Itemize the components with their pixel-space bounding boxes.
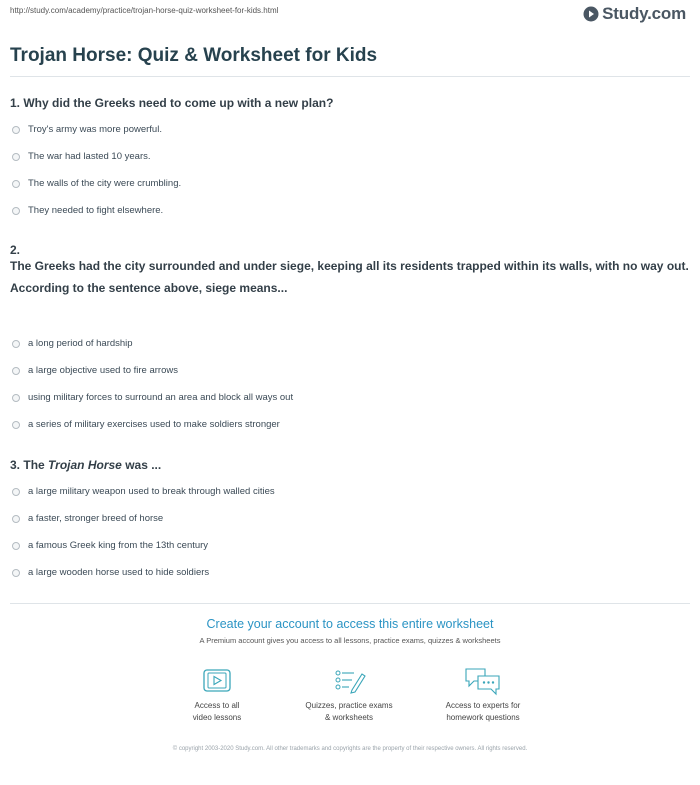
question-1-text: 1. Why did the Greeks need to come up with a new plan?: [10, 96, 334, 110]
question-2-option-b[interactable]: a large objective used to fire arrows: [12, 365, 178, 376]
feature-video-lessons: [162, 666, 272, 724]
radio-icon[interactable]: [12, 569, 20, 577]
question-2-number: 2.: [10, 243, 21, 257]
radio-icon[interactable]: [12, 153, 20, 161]
title-divider: [10, 76, 690, 77]
radio-icon[interactable]: [12, 421, 20, 429]
question-1-option-b[interactable]: The war had lasted 10 years.: [12, 151, 151, 162]
logo-text: Study.com: [602, 4, 686, 23]
feature-video-lessons-label: Access to all video lessons: [192, 701, 242, 722]
feature-quizzes: [294, 666, 404, 724]
feature-experts-label: Access to experts for homework questions: [445, 701, 521, 722]
question-3-option-b[interactable]: a faster, stronger breed of horse: [12, 513, 163, 524]
radio-icon[interactable]: [12, 515, 20, 523]
radio-icon[interactable]: [12, 207, 20, 215]
radio-icon[interactable]: [12, 394, 20, 402]
question-2: [10, 242, 690, 296]
radio-icon[interactable]: [12, 340, 20, 348]
cta-divider: [10, 603, 690, 604]
question-1-option-c[interactable]: The walls of the city were crumbling.: [12, 178, 181, 189]
page-title: Trojan Horse: Quiz & Worksheet for Kids: [10, 45, 378, 66]
study-logo[interactable]: [583, 4, 686, 24]
question-2-option-c[interactable]: using military forces to surround an area and block all ways out: [12, 392, 293, 403]
question-1-option-d[interactable]: They needed to fight elsewhere.: [12, 205, 163, 216]
question-1: [10, 95, 690, 111]
feature-quizzes-label: Quizzes, practice exams & worksheets: [305, 701, 393, 722]
radio-icon[interactable]: [12, 488, 20, 496]
question-2-passage: The Greeks had the city surrounded and under siege, keeping all its residents trapped within its walls, with no way out.: [10, 259, 689, 273]
radio-icon[interactable]: [12, 367, 20, 375]
copyright-footer: © copyright 2003-2020 Study.com. All other trademarks and copyrights are the property of their respective owners. All rights reserved.: [172, 746, 528, 752]
question-1-option-a[interactable]: Troy's army was more powerful.: [12, 124, 162, 135]
chat-bubbles-icon: [463, 666, 503, 696]
page-url: http://study.com/academy/practice/trojan-horse-quiz-worksheet-for-kids.html: [10, 6, 279, 15]
question-3-text: 3. The Trojan Horse was ...: [10, 458, 162, 472]
question-2-option-a[interactable]: a long period of hardship: [12, 338, 133, 349]
radio-icon[interactable]: [12, 180, 20, 188]
create-account-link[interactable]: Create your account to access this entire worksheet: [206, 617, 494, 631]
question-2-text: According to the sentence above, siege means...: [10, 281, 288, 295]
video-lesson-icon: [201, 666, 233, 696]
question-3: [10, 457, 690, 473]
question-2-option-d[interactable]: a series of military exercises used to make soldiers stronger: [12, 419, 280, 430]
radio-icon[interactable]: [12, 542, 20, 550]
question-3-italic-term: Trojan Horse: [48, 458, 122, 472]
checklist-pencil-icon: [332, 666, 366, 696]
question-3-option-a[interactable]: a large military weapon used to break through walled cities: [12, 486, 275, 497]
logo-circle-icon: [583, 6, 599, 22]
feature-experts: [428, 666, 538, 724]
radio-icon[interactable]: [12, 126, 20, 134]
question-3-option-c[interactable]: a famous Greek king from the 13th century: [12, 540, 208, 551]
question-3-option-d[interactable]: a large wooden horse used to hide soldiers: [12, 567, 209, 578]
cta-subtitle: A Premium account gives you access to all lessons, practice exams, quizzes & worksheets: [199, 636, 501, 645]
